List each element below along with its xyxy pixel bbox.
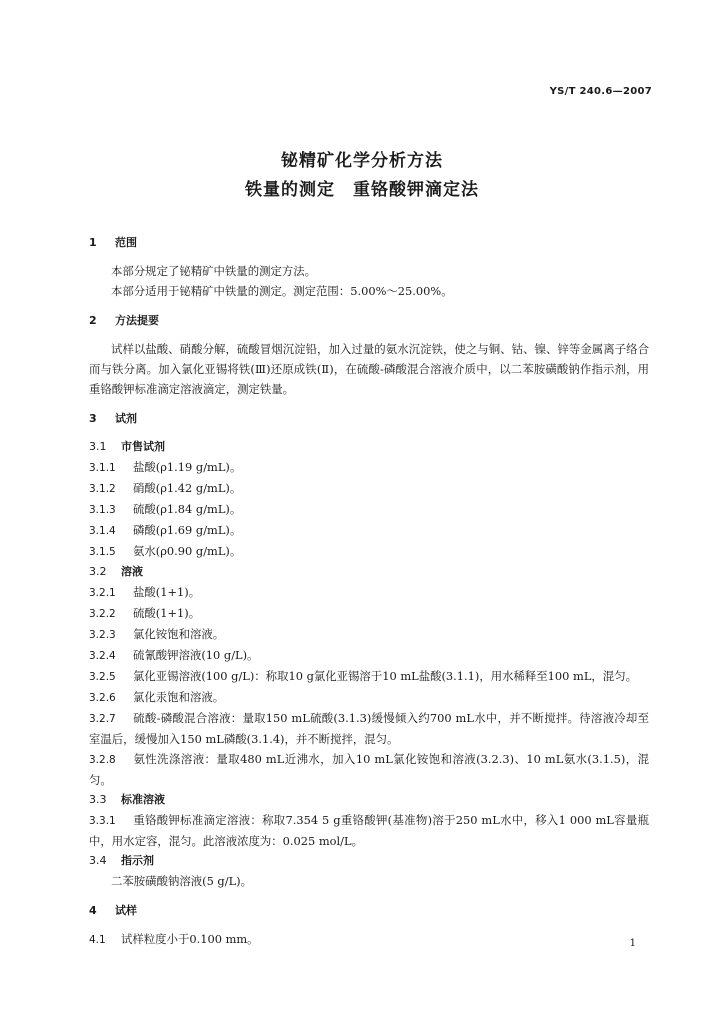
document-title-line2: 铁量的测定 重铬酸钾滴定法 [245, 180, 479, 200]
subsection-3-3-heading: 3.3 标准溶液 [89, 793, 165, 806]
list-item: 3.3.1 重铬酸钾标准滴定溶液：称取7.354 5 g重铬酸钾(基准物)溶于250 mL水中，移入1 000 mL容量瓶中，用水定容，混匀。此溶液浓度为：0.025 mol/L。 [89, 813, 649, 848]
list-item: 4.1 试样粒度小于0.100 mm。 [89, 932, 259, 946]
section-1-paragraph-1: 本部分规定了铋精矿中铁量的测定方法。 [111, 264, 317, 278]
list-item: 3.2.8 氨性洗涤溶液：量取480 mL近沸水，加入10 mL氯化铵饱和溶液(3.2.3)、10 mL氨水(3.1.5)，混匀。 [89, 752, 649, 787]
list-item: 3.2.4 硫氰酸钾溶液(10 g/L)。 [89, 648, 259, 662]
list-item: 3.2.1 盐酸(1+1)。 [89, 585, 201, 599]
subsection-3-2-heading: 3.2 溶液 [89, 565, 143, 578]
page-number: 1 [629, 938, 636, 949]
standard-code: YS/T 240.6—2007 [549, 86, 652, 97]
document-title-line1: 铋精矿化学分析方法 [281, 151, 443, 171]
document-body [89, 233, 649, 950]
section-4-heading: 4 试样 [89, 904, 137, 917]
list-item: 3.1.3 硫酸(ρ1.84 g/mL)。 [89, 502, 242, 516]
section-1-paragraph-2: 本部分适用于铋精矿中铁量的测定。测定范围：5.00%～25.00%。 [111, 284, 453, 298]
list-item: 3.2.3 氯化铵饱和溶液。 [89, 627, 225, 641]
list-item: 3.1.4 磷酸(ρ1.69 g/mL)。 [89, 523, 242, 537]
subsection-3-1-heading: 3.1 市售试剂 [89, 440, 165, 453]
list-item: 3.1.1 盐酸(ρ1.19 g/mL)。 [89, 460, 242, 474]
list-item: 3.2.2 硫酸(1+1)。 [89, 606, 201, 620]
list-item: 3.1.5 氨水(ρ0.90 g/mL)。 [89, 544, 242, 558]
list-item: 3.1.2 硝酸(ρ1.42 g/mL)。 [89, 481, 242, 495]
indicator-paragraph: 二苯胺磺酸钠溶液(5 g/L)。 [111, 874, 252, 888]
section-2-heading: 2 方法提要 [89, 314, 159, 327]
section-1-heading: 1 范围 [89, 236, 137, 249]
subsection-3-4-heading: 3.4 指示剂 [89, 854, 154, 867]
section-3-heading: 3 试剂 [89, 412, 137, 425]
section-2-paragraph: 试样以盐酸、硝酸分解，硫酸冒烟沉淀铅，加入过量的氨水沉淀铁，使之与铜、钴、镍、锌等金属离子络合而与铁分离。加入氯化亚锡将铁(Ⅲ)还原成铁(Ⅱ)，在硫酸-磷酸混合溶液介质中，以二苯胺磺酸钠作指示剂，用重铬酸钾标准滴定溶液滴定，测定铁量。 [89, 342, 649, 396]
list-item: 3.2.6 氯化汞饱和溶液。 [89, 690, 225, 704]
list-item: 3.2.7 硫酸-磷酸混合溶液：量取150 mL硫酸(3.1.3)缓慢倾入约700 mL水中，并不断搅拌。待溶液冷却至室温后，缓慢加入150 mL磷酸(3.1.4)，并不断搅拌，混匀。 [89, 711, 649, 746]
list-item: 3.2.5 氯化亚锡溶液(100 g/L)：称取10 g氯化亚锡溶于10 mL盐酸(3.1.1)，用水稀释至100 mL，混匀。 [89, 669, 637, 683]
